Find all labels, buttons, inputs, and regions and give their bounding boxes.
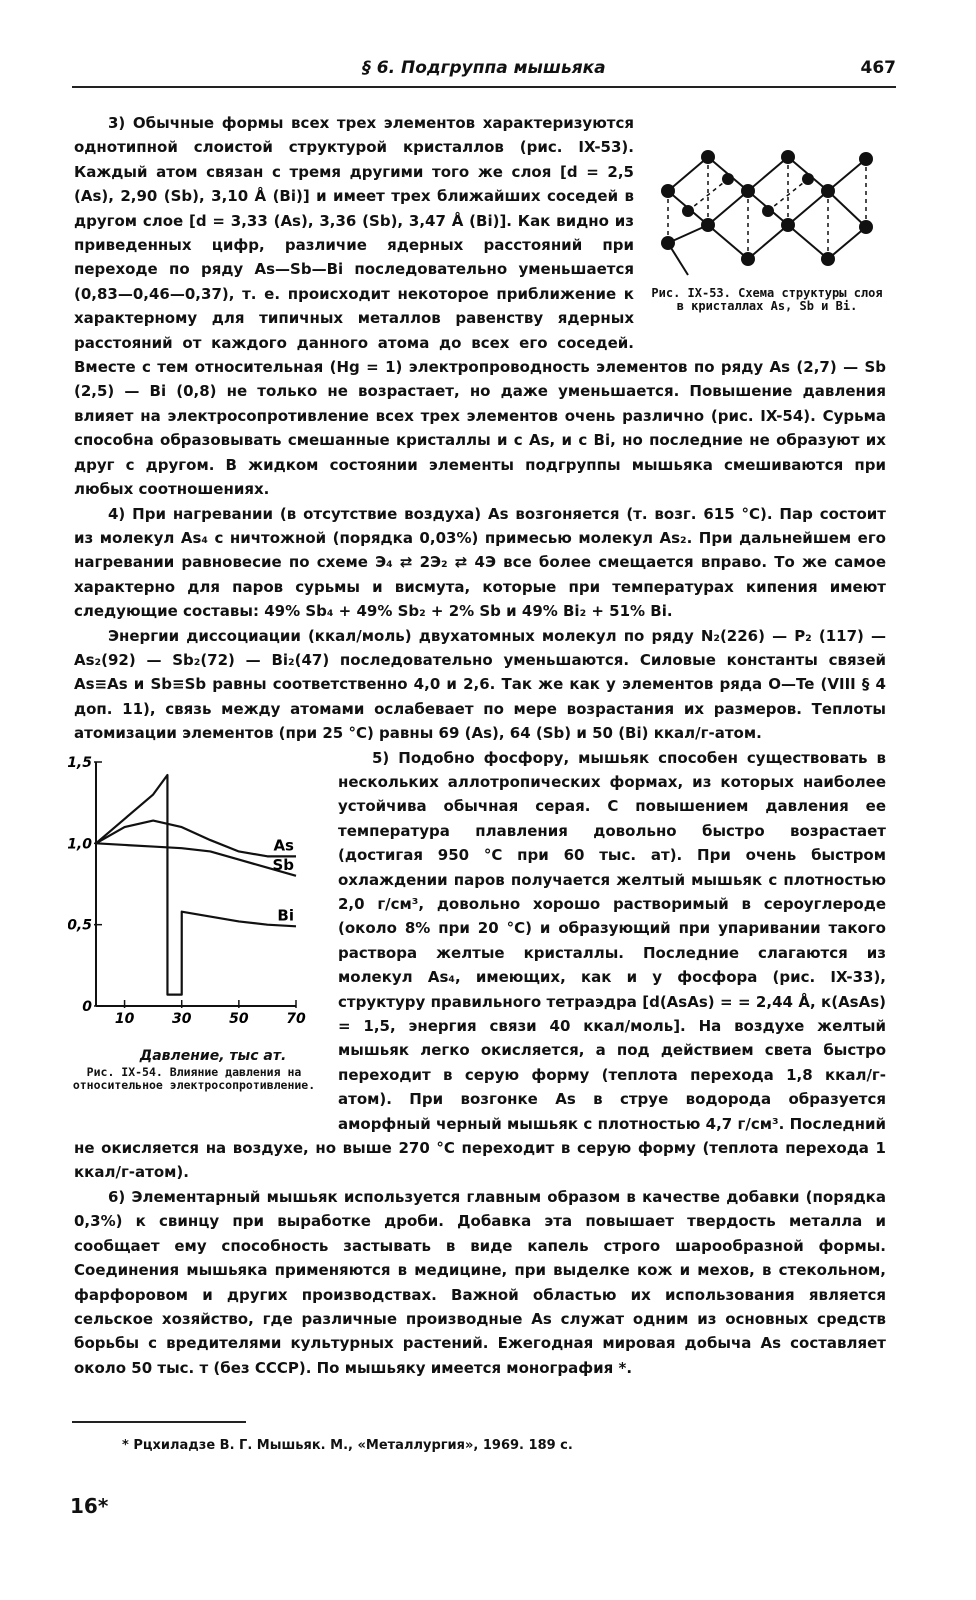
figure-ix-54-caption: Рис. IX-54. Влияние давления на относительное электросопротивление. <box>72 1064 316 1092</box>
x-tick-label: 30 <box>171 1010 192 1027</box>
paragraph-4: 4) При нагревании (в отсутствие воздуха) As возгоняется (т. возг. 615 °С). Пар состоит из молекул As₄ с ничтожной (порядка 0,03%) примесью молекул As₂. При дальнейшем его нагревании равновесие по схеме Э₄ ⇄ 2Э₂ ⇄ 4Э все более смещается вправо. То же самое характерно для паров сурьмы и висмута, которые при температурах кипения имеют следующие составы: 49% Sb₄ + 49% Sb₂ + 2% Sb и 49% Bi₂ + 51% Bi. <box>74 504 886 621</box>
x-tick-label: 50 <box>229 1010 249 1027</box>
series-label-as: As <box>273 835 294 854</box>
y-tick-label: 0,5 <box>68 917 92 934</box>
figure-ix-54 <box>68 750 320 1130</box>
footnote-separator <box>72 1421 246 1423</box>
x-tick-label: 70 <box>286 1010 306 1027</box>
footnote: * Рцхиладзе В. Г. Мышьяк. М., «Металлургия», 1969. 189 с. <box>122 1438 573 1453</box>
paragraph-energy: Энергии диссоциации (ккал/моль) двухатомных молекул по ряду N₂(226) — P₂ (117) — As₂(92) — Sb₂(72) — Bi₂(47) последовательно уменьшаются. Силовые константы связей As≡As и Sb≡Sb равны соответственно 4,0 и 2,6. Так же как у элементов ряда O—Te (VIII § 4 доп. 11), связь между атомами ослабевает по мере возрастания их размеров. Теплоты атомизации элементов (при 25 °С) равны 69 (As), 64 (Sb) и 50 (Bi) ккал/г-атом. <box>74 626 886 743</box>
figure-ix-53 <box>648 135 886 347</box>
y-tick-label: 1,5 <box>68 754 92 771</box>
running-title: § 6. Подгруппа мышьяка <box>362 58 606 78</box>
series-line-bi <box>96 775 296 995</box>
crystal-layer-diagram <box>648 135 886 285</box>
paragraph-3: 3) Обычные формы всех трех элементов характеризуются однотипной слоистой структурой кристаллов (рис. IX-53). Каждый атом связан с тремя другими того же слоя [d = 2,5 (As), 2,90 (Sb), 3,10 Å (Bi)] и имеет трех ближайших соседей в другом слое [d = 3,33 (As), 3,36 (Sb), 3,47 Å (Bi)]. Как видно из приведенных цифр, различие ядерных расстояний при переходе по ряду As—Sb—Bi последовательно уменьшается (0,83—0,46—0,37), т. е. происходит некоторое приближение к характерному для типичных металлов равенству ядерных расстояний от каждого данного атома до всех его соседей. Вместе с тем относительная (Hg = 1) электропроводность элементов по ряду As (2,7) — Sb (2,5) — Bi (0,8) не только не возрастает, но даже уменьшается. Повышение давления влияет на электросопротивление всех трех элементов очень различно (рис. IX-54). Сурьма способна образовывать смешанные кристаллы и с As, и с Bi, но последние не образуют их друг с другом. В жидком состоянии элементы подгруппы мышьяка смешиваются при любых соотношениях. <box>74 114 886 499</box>
figure-ix-53-caption: Рис. IX-53. Схема структуры слоя в кристаллах As, Sb и Bi. <box>651 286 883 313</box>
series-label-bi: Bi <box>277 905 294 924</box>
chart-x-axis-label: Давление, тыс ат. <box>139 1047 287 1064</box>
paragraph-6: 6) Элементарный мышьяк используется главным образом в качестве добавки (порядка 0,3%) к свинцу при выработке дроби. Добавка эта повышает твердость металла и сообщает ему способность застывать в виде капель строго шарообразной формы. Соединения мышьяка применяются в медицине, при выделке кож и мехов, в стекольном, фарфоровом и других производствах. Важной областью их использования является сельское хозяйство, где различные производные As служат одним из основных средств борьбы с вредителями культурных растений. Ежегодная мировая добыча As составляет около 50 тыс. т (без СССР). По мышьяку имеется монография *. <box>74 1187 886 1377</box>
running-header <box>72 56 896 88</box>
resistance-chart <box>68 750 320 1050</box>
series-line-sb <box>96 843 296 876</box>
y-tick-label: 1,0 <box>68 835 92 852</box>
page-number: 467 <box>860 58 896 78</box>
series-line-as <box>96 820 296 856</box>
series-label-sb: Sb <box>272 855 294 874</box>
x-tick-label: 10 <box>114 1010 135 1027</box>
sheet-signature: 16* <box>70 1494 109 1518</box>
paragraph-5: 5) Подобно фосфору, мышьяк способен существовать в нескольких аллотропических формах, из которых наиболее устойчива обычная серая. С повышением давления ее температура плавления довольно быстро возрастает (достигая 950 °С при 60 тыс. ат). При очень быстром охлаждении паров получается желтый мышьяк с плотностью 2,0 г/см³, довольно хорошо растворимый в сероуглероде (около 8% при 20 °С) и образующий при упаривании такого раствора желтые кристаллы. Последние слагаются из молекул As₄, имеющих, как и у фосфора (рис. IX-33), структуру правильного тетраэдра [d(AsAs) = = 2,44 Å, к(AsAs) = 1,5, энергия связи 40 ккал/моль]. На воздухе желтый мышьяк легко окисляется, а под действием света быстро переходит в серую форму (теплота перехода 1,8 ккал/г-атом). При возгонке As в струе водорода образуется аморфный черный мышьяк с плотностью 4,7 г/см³. Последний не окисляется на воздухе, но выше 270 °С переходит в серую форму (теплота перехода 1 ккал/г-атом). <box>74 748 886 1182</box>
body-text <box>68 111 886 1380</box>
y-tick-label: 0 <box>82 998 92 1015</box>
